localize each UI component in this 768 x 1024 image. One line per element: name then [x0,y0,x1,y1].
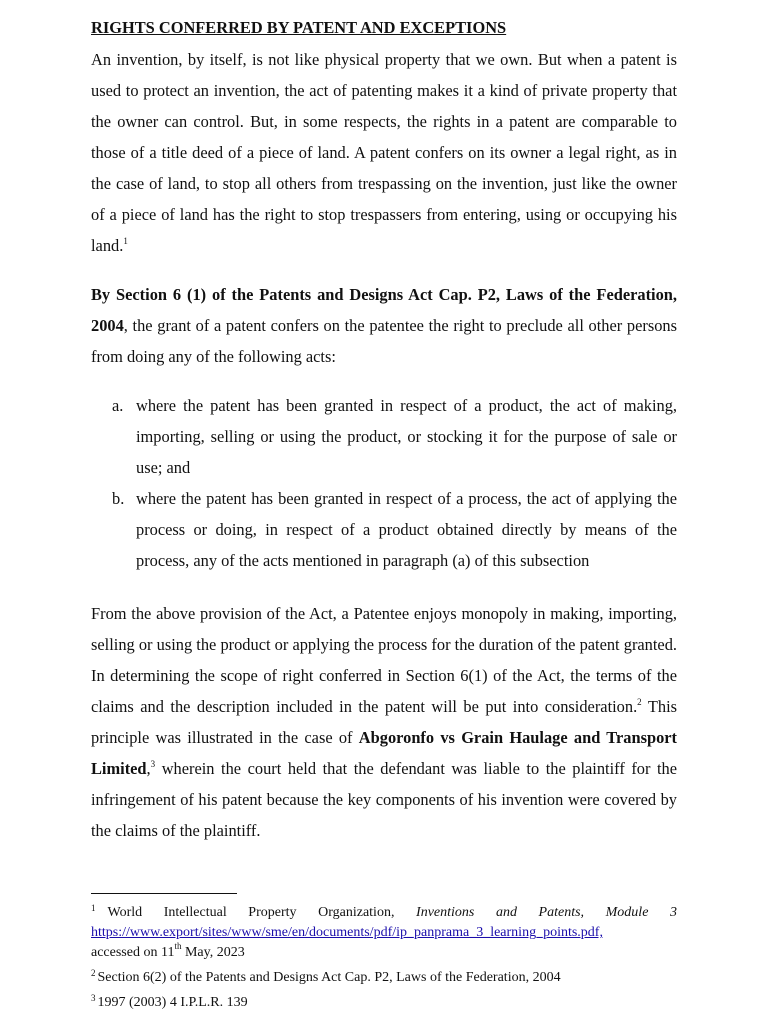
footnote-1-title: Inventions and Patents, Module 3 [416,905,678,920]
footnote-ref-3[interactable]: 3 [150,759,156,769]
document-body [91,14,677,846]
ordinal-suffix: th [174,941,182,951]
footnote-number: 1 [91,903,96,913]
list-item [91,390,677,483]
list-marker: a. [112,396,124,415]
footnote-ref-1[interactable]: 1 [123,236,128,246]
acts-list [91,390,677,576]
footnote-2 [91,963,677,988]
footnote-number: 2 [91,968,96,978]
paragraph-section-6 [91,279,677,372]
list-marker: b. [112,489,125,508]
list-item-text: where the patent has been granted in respect of a process, the act of applying the process or doing, in respect of a product obtained directly by means of the process, any of the acts mentioned in paragraph (a) of this subsection [136,489,677,570]
footnote-3 [91,988,677,1013]
footnote-1-text: World Intellectual Property Organization, [107,905,417,920]
accessed-text: accessed on 11 [91,945,175,960]
footnote-separator [91,893,237,894]
paragraph-monopoly-text-2: This principle was illustrated in the case of [91,697,677,747]
accessed-date: May, 2023 [181,945,245,960]
footnote-2-text: Section 6(2) of the Patents and Designs Act Cap. P2, Laws of the Federation, 2004 [97,970,561,985]
section-heading: RIGHTS CONFERRED BY PATENT AND EXCEPTIONS [91,18,507,37]
paragraph-monopoly [91,598,677,846]
paragraph-monopoly-text-3: wherein the court held that the defendant was liable to the plaintiff for the infringement of his patent because the key components of his invention were covered by the claims of the plaintiff. [91,759,677,840]
footnote-number: 3 [91,993,96,1003]
footnote-ref-2[interactable]: 2 [637,697,642,707]
footnotes [91,893,677,1013]
paragraph-intro [91,44,677,261]
case-name: Abgoronfo vs Grain Haulage and Transport Limited [91,728,678,778]
paragraph-monopoly-text-1: From the above provision of the Act, a Patentee enjoys monopoly in making, importing, selling or using the product or applying the process for the duration of the patent granted. In determining the scope of right conferred in Section 6(1) of the Act, the terms of the claims and the description included in the patent will be put into consideration. [91,604,677,716]
paragraph-section-6-text: , the grant of a patent confers on the patentee the right to preclude all other persons from doing any of the following acts: [91,316,677,366]
footnote-1 [91,898,677,923]
footnote-3-text: 1997 (2003) 4 I.P.L.R. 139 [97,995,248,1010]
footnote-1-accessed [91,943,677,963]
statute-citation: By Section 6 (1) of the Patents and Designs Act Cap. P2, Laws of the Federation, 2004 [91,285,677,335]
footnote-1-link-line [91,923,677,943]
paragraph-monopoly-comma: , [146,759,151,778]
list-item [91,483,677,576]
list-item-text: where the patent has been granted in respect of a product, the act of making, importing, selling or using the product, or stocking it for the purpose of sale or use; and [136,396,677,477]
paragraph-intro-text: An invention, by itself, is not like physical property that we own. But when a patent is used to protect an invention, the act of patenting makes it a kind of private property that the owner can control. But, in some respects, the rights in a patent are comparable to those of a title deed of a piece of land. A patent confers on its owner a legal right, as in the case of land, to stop all others from trespassing on the invention, just like the owner of a piece of land has the right to stop trespassers from entering, using or occupying his land. [91,50,677,255]
footnote-1-link[interactable]: https://www.export/sites/www/sme/en/documents/pdf/ip_panprama_3_learning_points.pdf, [91,925,603,940]
